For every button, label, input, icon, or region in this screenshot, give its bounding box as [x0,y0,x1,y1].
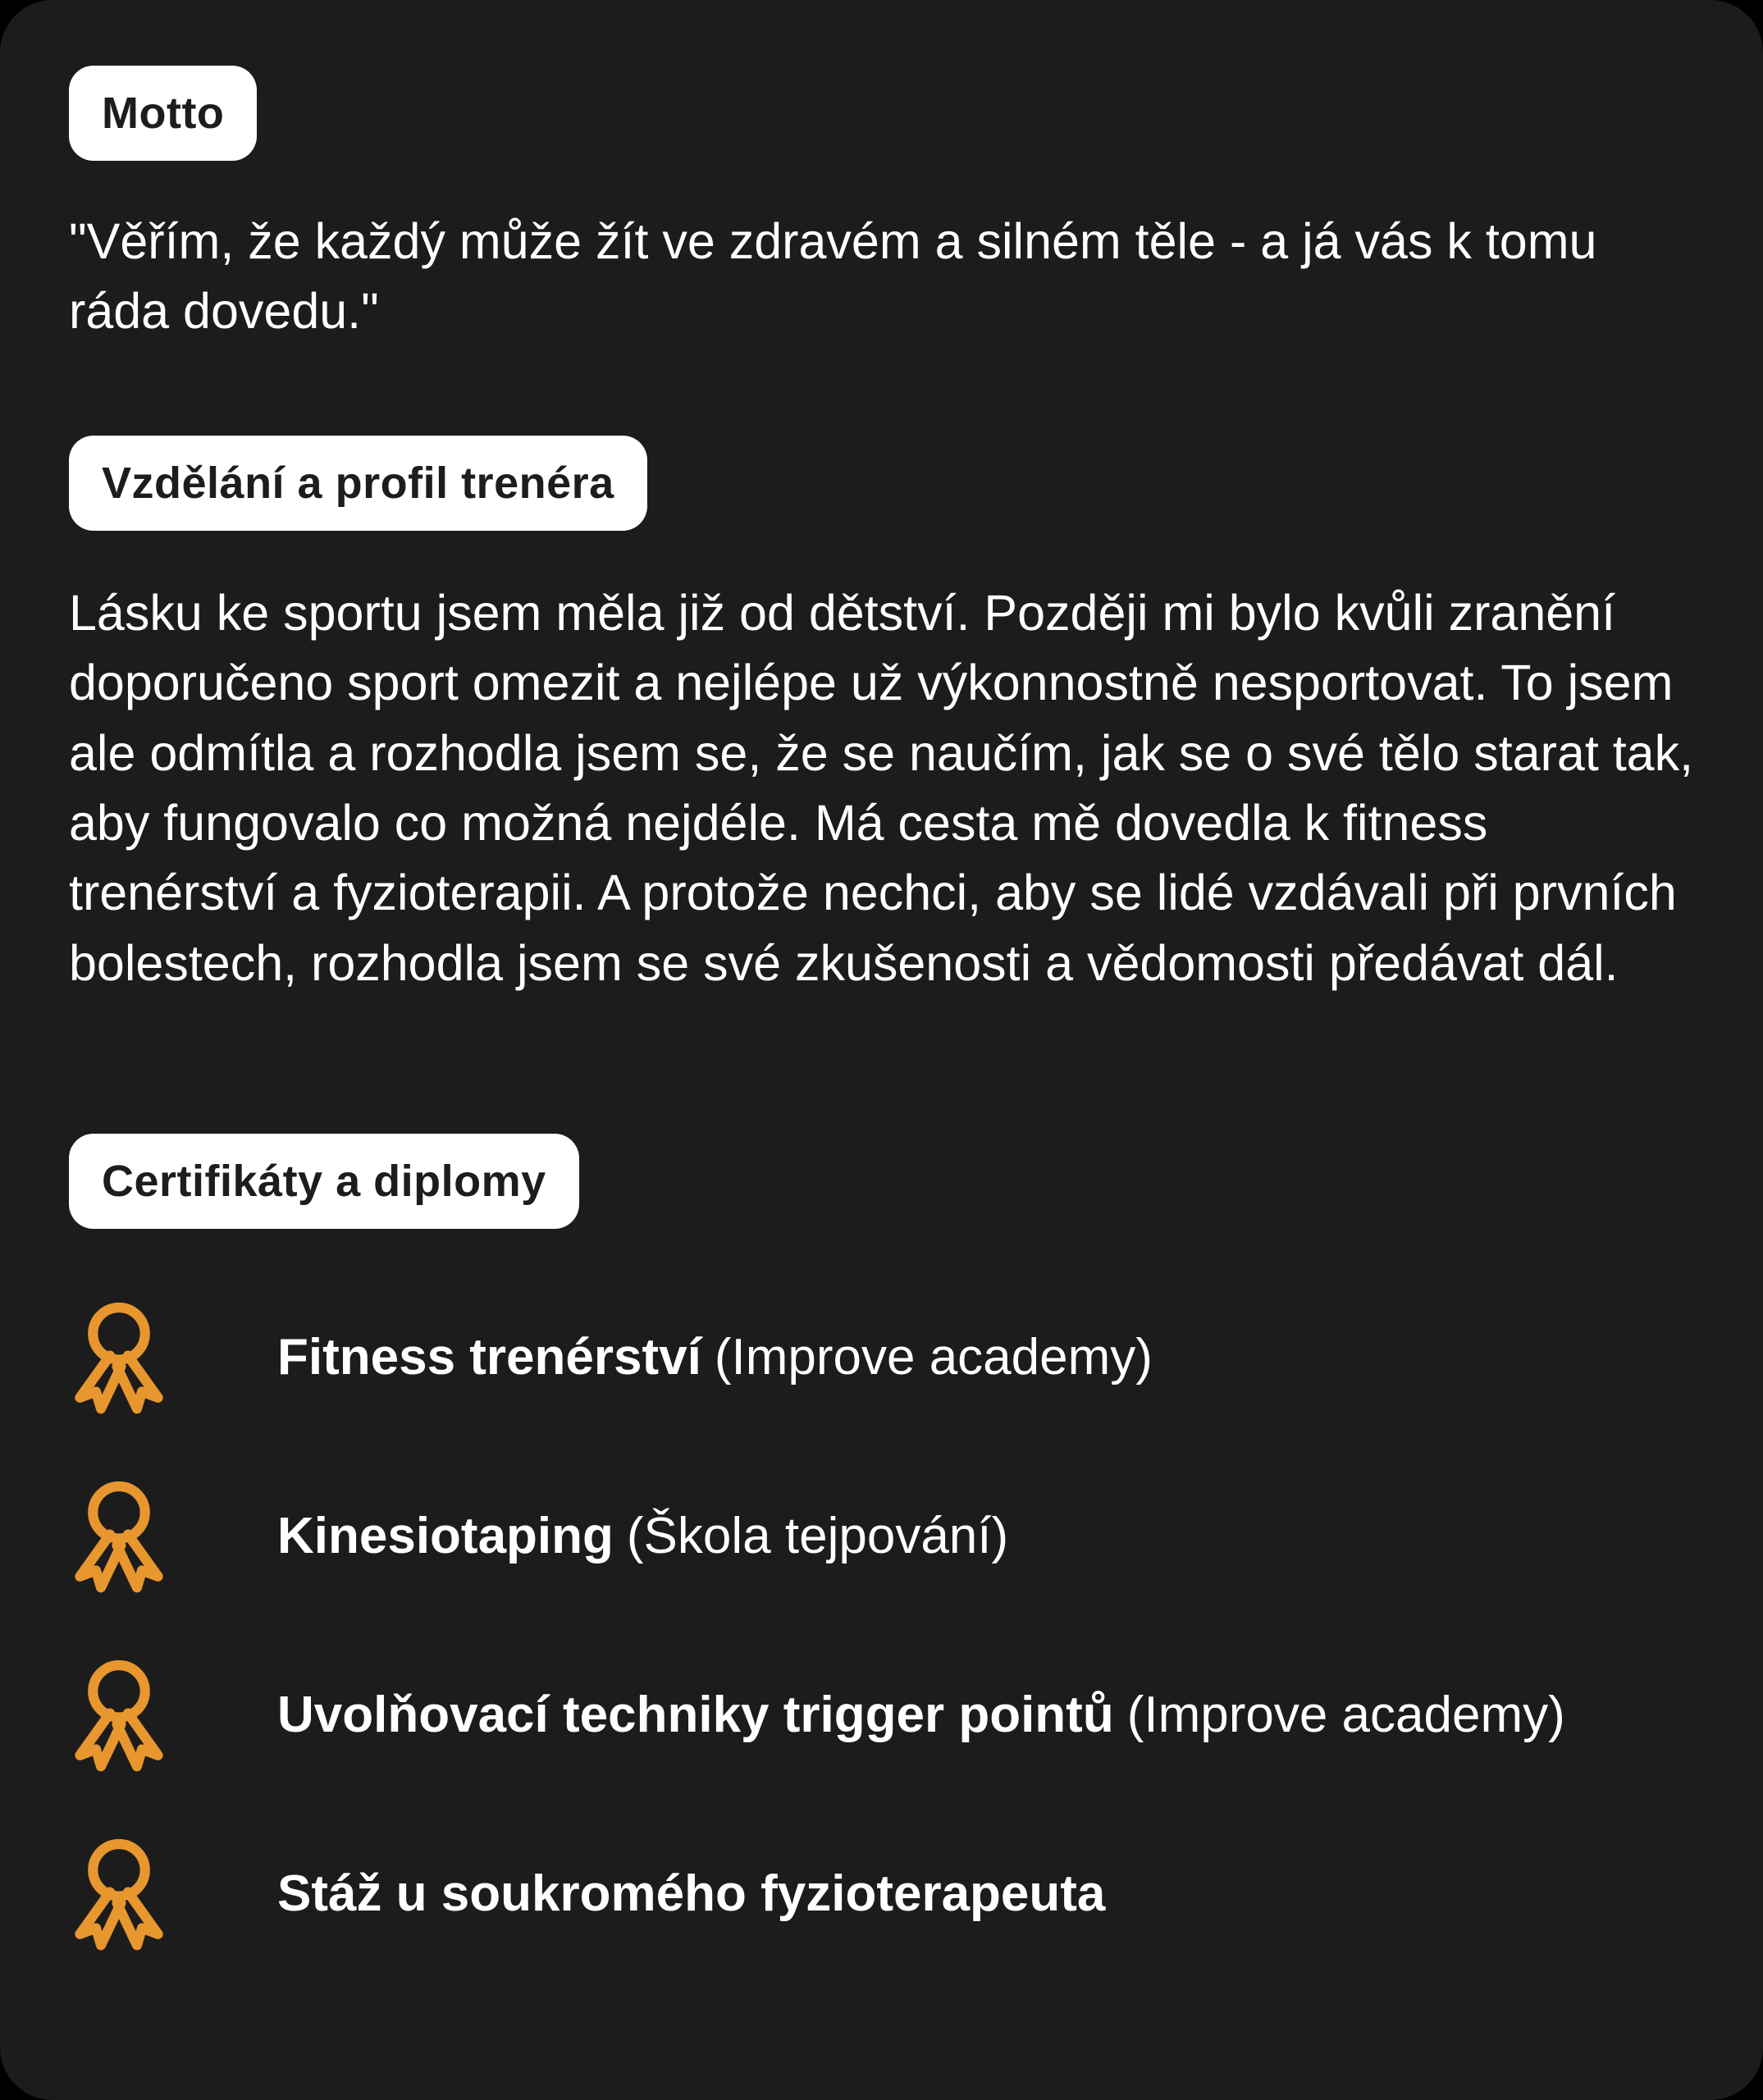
certificate-item [69,1657,1694,1774]
certificate-item [69,1299,1694,1416]
certificates-badge: Certifikáty a diplomy [69,1134,579,1229]
award-ribbon-icon [69,1299,169,1416]
award-ribbon-icon [69,1478,169,1595]
award-ribbon-icon [69,1657,169,1774]
certificate-detail: (Improve academy) [1126,1687,1565,1744]
certificate-detail: (Improve academy) [714,1329,1153,1386]
certificate-title: Uvolňovací techniky trigger pointů [277,1687,1114,1744]
certificate-title: Kinesiotaping [277,1508,614,1565]
education-badge: Vzdělání a profil trenéra [69,436,647,531]
motto-badge: Motto [69,66,257,161]
certificate-item [69,1836,1694,1952]
education-section [69,436,1694,998]
motto-section [69,66,1694,347]
certificate-title: Fitness trenérství [277,1329,701,1386]
certificates-section [69,1134,1694,1952]
award-ribbon-icon [69,1836,169,1952]
certificate-list [69,1299,1694,1952]
certificate-detail: (Škola tejpování) [626,1508,1009,1565]
certificate-text [277,1681,1565,1750]
certificate-text [277,1502,1008,1571]
motto-quote: "Věřím, že každý může žít ve zdravém a silném těle - a já vás k tomu ráda dovedu." [69,213,1597,340]
certificate-text [277,1860,1118,1929]
certificate-item [69,1478,1694,1595]
certificate-title: Stáž u soukromého fyzioterapeuta [277,1865,1106,1923]
certificate-text [277,1323,1153,1392]
education-paragraph: Lásku ke sportu jsem měla již od dětství. Později mi bylo kvůli zranění doporučeno sport omezit a nejlépe už výkonnostně nesportovat. To jsem ale odmítla a rozhodla jsem se, že se naučím, jak se o své tělo starat tak, aby fungovalo co možná nejdéle. Má cesta mě dovedla k fitness trenérství a fyzioterapii. A protože nechci, aby se lidé vzdávali při prvních bolestech, rozhodla jsem se své zkušenosti a vědomosti předávat dál. [69,584,1694,991]
